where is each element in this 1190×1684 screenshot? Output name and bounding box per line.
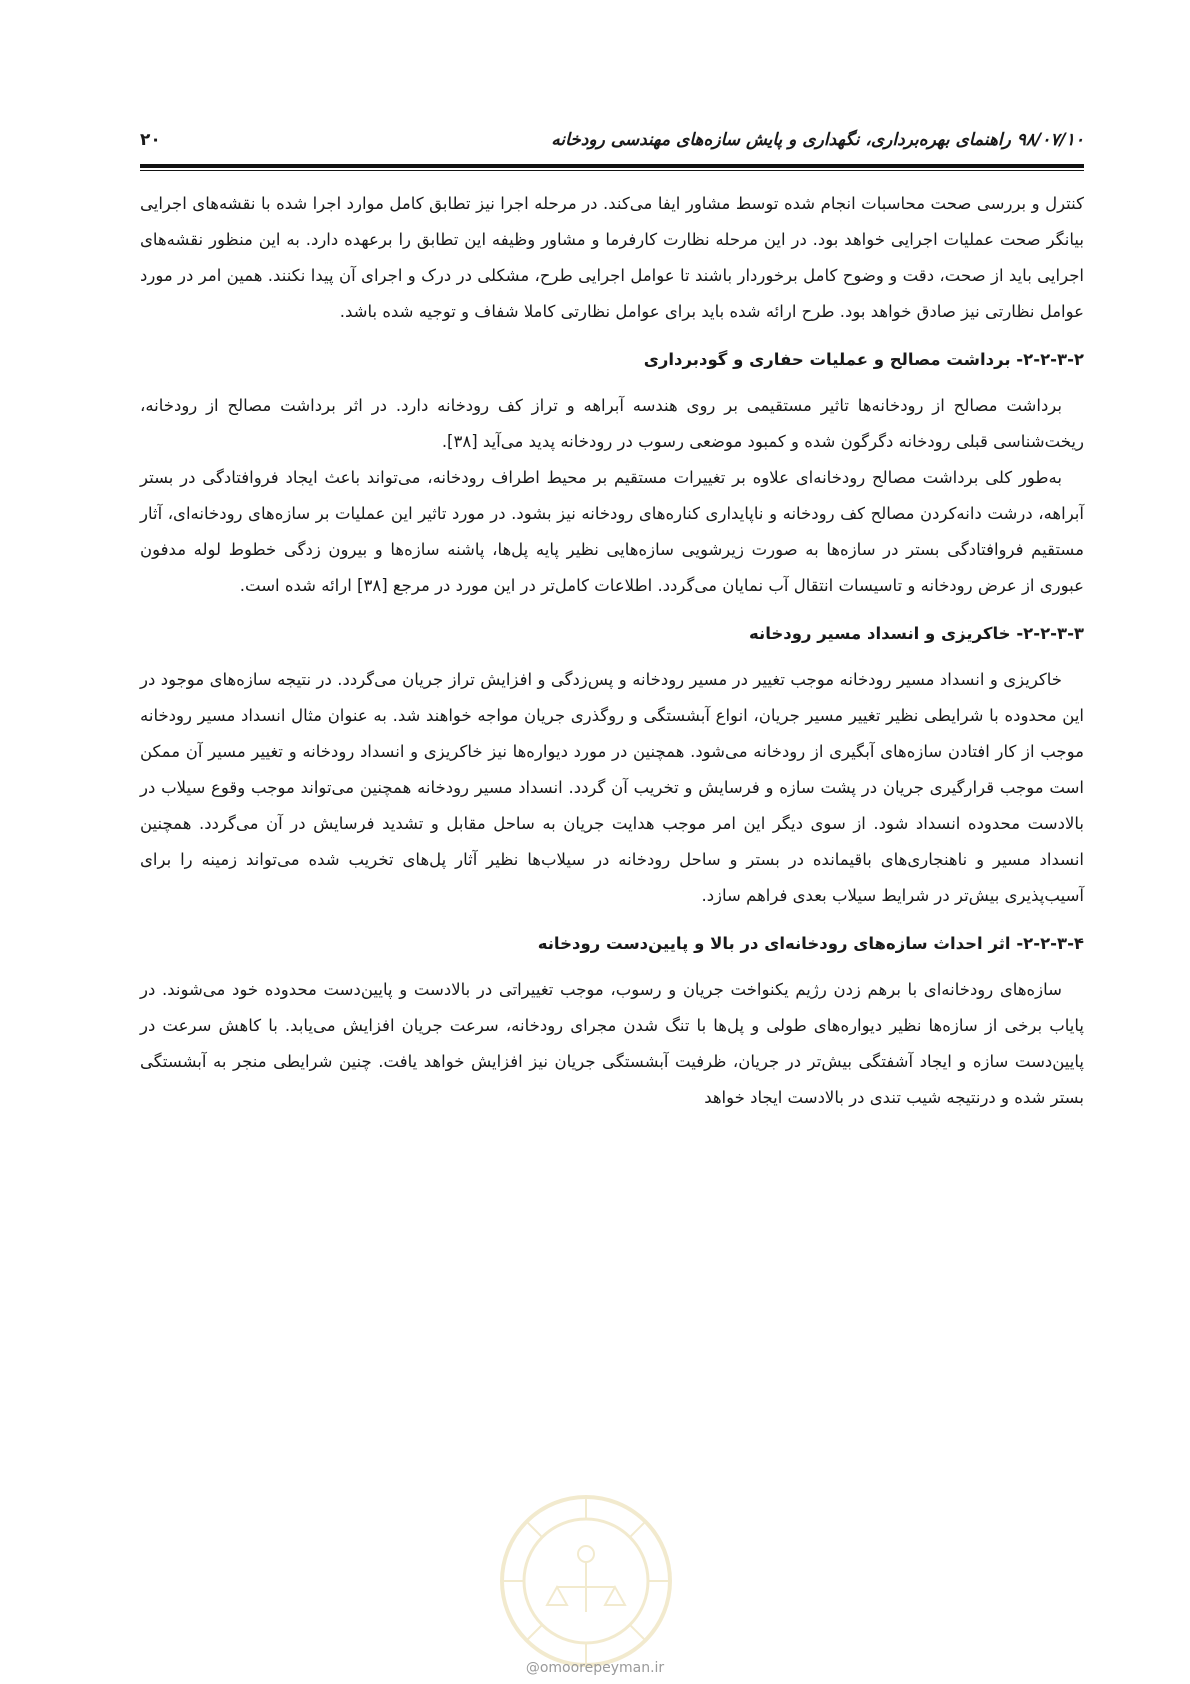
header-rule-thin xyxy=(140,170,1084,171)
paragraph-intro: کنترل و بررسی صحت محاسبات انجام شده توسط مشاور ایفا می‌کند. در مرحله اجرا نیز تطابق کامل موارد اجرا شده با نقشه‌های اجرایی بیانگر صحت عملیات اجرایی خواهد بود. در این مرحله نظارت کارفرما و مشاور وظیفه این تطابق را برعهده دارد. به این منظور نقشه‌های اجرایی باید از صحت، دقت و وضوح کامل برخوردار باشند تا عوامل اجرایی طرح، مشکلی در درک و اجرای آن پیدا نکنند. همین امر در مورد عوامل نظارتی نیز صادق خواهد بود. طرح ارائه شده باید برای عوامل نظارتی کاملا شفاف و توجیه شده باشد. xyxy=(140,194,1084,321)
paragraph-upstream-downstream: سازه‌های رودخانه‌ای با برهم زدن رژیم یکنواخت جریان و رسوب، موجب تغییراتی در بالادست و پایین‌دست محدوده خود می‌شوند. در پایاب برخی از سازه‌ها نظیر دیواره‌های طولی و پل‌ها با تنگ شدن مجرای رودخانه، سرعت جریان افزایش می‌یابد. با کاهش سرعت در پایین‌دست سازه و ایجاد آشفتگی بیش‌تر در جریان، ظرفیت آبشستگی جریان نیز افزایش خواهد یافت. چنین شرایطی منجر به آبشستگی بستر شده و درنتیجه شیب تندی در بالادست ایجاد خواهد xyxy=(140,980,1084,1107)
page-number: ۲۰ xyxy=(140,130,161,150)
header-rule-thick xyxy=(140,164,1084,168)
paragraph-embankment: خاکریزی و انسداد مسیر رودخانه موجب تغییر در مسیر رودخانه و پس‌زدگی و افزایش تراز جریان می‌گردد. در نتیجه سازه‌های موجود در این محدوده با شرایطی نظیر تغییر مسیر جریان، انواع آبشستگی و روگذری جریان مواجه خواهند شد. به عنوان مثال انسداد مسیر رودخانه موجب از کار افتادن سازه‌های آبگیری از رودخانه می‌شود. همچنین در مورد دیواره‌ها نیز خاکریزی و انسداد رودخانه و تغییر مسیر آن ممکن است موجب قرارگیری جریان در پشت سازه و فرسایش و تخریب آن گردد. انسداد مسیر رودخانه همچنین می‌تواند موجب وقوع سیلاب در بالادست محدوده انسداد شود. از سوی دیگر این امر موجب هدایت جریان به ساحل مقابل و تشدید فرسایش در آن می‌گردد. همچنین انسداد مسیر و ناهنجاری‌های باقیمانده در بستر و ساحل رودخانه در سیلاب‌ها نظیر آثار پل‌های تخریب شده می‌تواند زمینه را برای آسیب‌پذیری بیش‌تر در شرایط سیلاب بعدی فراهم سازد. xyxy=(140,670,1084,905)
running-header-title: ۹۸/۰۷/۱۰ راهنمای بهره‌برداری، نگهداری و پایش سازه‌های مهندسی رودخانه xyxy=(551,130,1084,150)
document-body xyxy=(140,186,1084,1116)
paragraph-material-extraction-1: برداشت مصالح از رودخانه‌ها تاثیر مستقیمی بر روی هندسه آبراهه و تراز کف رودخانه دارد. در اثر برداشت مصالح از رودخانه، ریخت‌شناسی قبلی رودخانه دگرگون شده و کمبود موضعی رسوب در رودخانه پدید می‌آید [۳۸]. xyxy=(140,396,1084,451)
watermark-logo xyxy=(497,1492,675,1670)
paragraph-material-extraction-2: به‌طور کلی برداشت مصالح رودخانه‌ای علاوه بر تغییرات مستقیم بر محیط اطراف رودخانه، می‌تواند باعث ایجاد فروافتادگی در بستر آبراهه، درشت دانه‌کردن مصالح کف رودخانه و ناپایداری کناره‌های رودخانه نیز بشود. در مورد تاثیر این عملیات بر سازه‌های رودخانه‌ای، آثار مستقیم فروافتادگی بستر در سازه‌ها به صورت زیرشویی سازه‌هایی نظیر پایه پل‌ها، پاشنه سازه‌ها و بیرون زدگی خطوط لوله مدفون عبوری از عرض رودخانه و تاسیسات انتقال آب نمایان می‌گردد. اطلاعات کامل‌تر در این مورد در مرجع [۳۸] ارائه شده است. xyxy=(140,468,1084,595)
section-heading-embankment: ۲-۲-۳-۳- خاکریزی و انسداد مسیر رودخانه xyxy=(749,624,1084,643)
watermark-url: @omoorepeyman.ir xyxy=(525,1660,665,1676)
section-heading-upstream-downstream: ۲-۲-۳-۴- اثر احداث سازه‌های رودخانه‌ای در بالا و پایین‌دست رودخانه xyxy=(537,934,1084,953)
section-heading-material-extraction: ۲-۲-۳-۲- برداشت مصالح و عملیات حفاری و گودبرداری xyxy=(643,350,1084,369)
page-header xyxy=(140,122,1084,162)
